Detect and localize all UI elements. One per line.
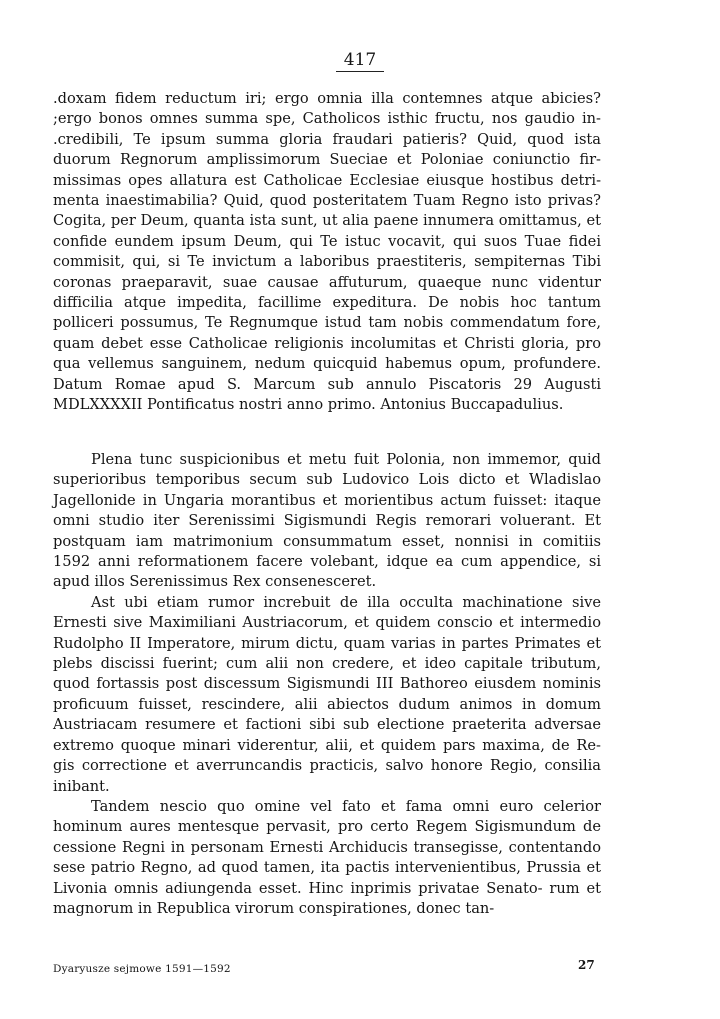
page-number: [0, 50, 720, 72]
page-number-text: 417: [336, 50, 384, 72]
letter-paragraph: .doxam fidem reductum iri; ergo omnia illa contemnes atque abicies? ;ergo bonos omnes summa spe, Catholicos isthic fructu, nos gaudio in- .credibili, Te ipsum summa gloria fraudari patieris? Quid, quod ista duorum Regnorum amplissimorum Sueciae et Poloniae coniunctio fir- missimas opes allatura est Catholicae Ecclesiae eiusque hostibus detri- menta inaestimabilia? Quid, quod posteritatem Tuam Regno isto privas? Cogita, per Deum, quanta ista sunt, ut alia paene innumera omittamus, et confide eundem ipsum Deum, qui Te istuc vocavit, qui suos Tuae fidei commisit, qui, si Te invictum a laboribus praestiteris, sempiternas Tibi coronas praeparavit, suae causae affuturum, quaeque nunc videntur difficilia atque impedita, facillime expeditura. De nobis hoc tantum polliceri possumus, Te Regnumque istud tam nobis commendatum fore, quam debet esse Catholicae religionis incolumitas et Christi gloria, pro qua vellemus sanguinem, nedum quicquid habemus opum, profundere. Datum Romae apud S. Marcum sub annulo Piscatoris 29 Augusti MDLXXXXII Pontificatus nostri anno primo. Antonius Buccapadulius.: [53, 90, 601, 414]
letter-text-block: [53, 89, 601, 416]
paragraph-1: Plena tunc suspicionibus et metu fuit Polonia, non immemor, quid superioribus temporibus secum sub Ludovico Lois dicto et Wladislao Jagellonide in Ungaria morantibus et morientibus actum fuisset: itaque omni studio iter Serenissimi Sigismundi Regis remorari voluerant. Et postquam iam matrimonium consummatum esset, nonnisi in comitiis 1592 anni reformationem facere volebant, idque ea cum appendice, si apud illos Serenissimus Rex consenesceret.: [53, 451, 601, 591]
narrative-text-block: [53, 450, 601, 919]
footer-source-line: Dyaryusze sejmowe 1591—1592: [53, 963, 231, 975]
paragraph-2: Ast ubi etiam rumor increbuit de illa occulta machinatione sive Ernesti sive Maximiliani Austriacorum, et quidem conscio et intermedio Rudolpho II Imperatore, mirum dictu, quam varias in partes Primates et plebs discissi fuerint; cum alii non credere, et ideo capitale tributum, quod fortassis post discessum Sigismundi III Bathoreo eiusdem nominis proficuum fuisset, rescindere, alii abiectos dudum animos in domum Austriacam resumere et factioni sibi sub electione praeterita adversae extremo quoque minari viderentur, alii, et quidem pars maxima, de Re- gis correctione et averruncandis practicis, salvo honore Regio, consilia inibant.: [53, 593, 601, 795]
paragraph-3: Tandem nescio quo omine vel fato et fama omni euro celerior hominum aures mentesque pervasit, pro certo Regem Sigismundum de cessione Regni in personam Ernesti Archiducis transegisse, contentando sese patrio Regno, ad quod tamen, ita pactis intervenientibus, Prussia et Livonia omnis adiungenda esset. Hinc inprimis privatae Senato- rum et magnorum in Republica virorum conspirationes, donec tan-: [53, 797, 601, 917]
footer-signature-mark: 27: [578, 958, 595, 972]
